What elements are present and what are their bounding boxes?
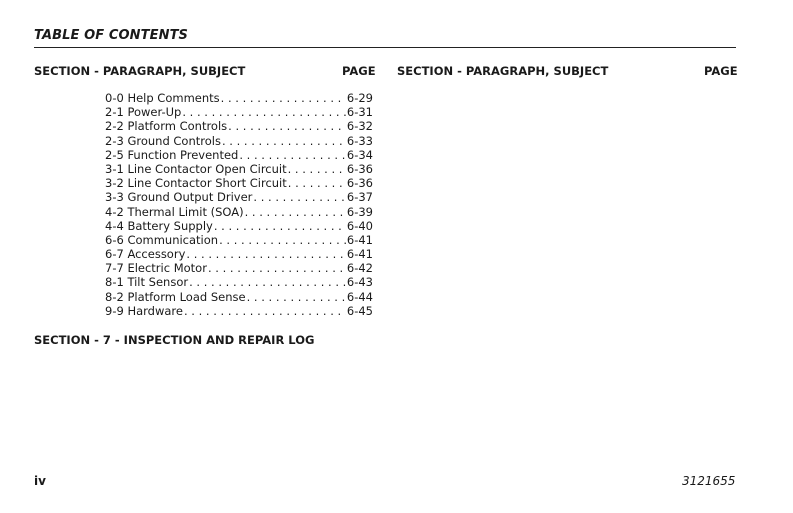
dot-leader bbox=[245, 205, 346, 219]
toc-entry-page: 6-36 bbox=[346, 161, 373, 176]
toc-entry-label: 4-2 Thermal Limit (SOA) bbox=[105, 204, 244, 219]
toc-entry-page: 6-44 bbox=[346, 289, 373, 304]
toc-entry[interactable] bbox=[105, 91, 373, 105]
toc-entry[interactable] bbox=[105, 275, 373, 289]
toc-entry-label: 2-3 Ground Controls bbox=[105, 133, 221, 148]
dot-leader bbox=[221, 91, 346, 105]
toc-entry-label: 8-2 Platform Load Sense bbox=[105, 289, 246, 304]
toc-entry-page: 6-33 bbox=[346, 133, 373, 148]
toc-entry[interactable] bbox=[105, 176, 373, 190]
toc-entry-page: 6-42 bbox=[346, 261, 373, 276]
dot-leader bbox=[288, 176, 346, 190]
toc-entry-label: 2-1 Power-Up bbox=[105, 105, 182, 120]
left-column-header: SECTION - PARAGRAPH, SUBJECT bbox=[34, 64, 246, 78]
toc-entry[interactable] bbox=[105, 205, 373, 219]
page-title: TABLE OF CONTENTS bbox=[34, 28, 189, 43]
dot-leader bbox=[214, 219, 346, 233]
toc-entry[interactable] bbox=[105, 290, 373, 304]
toc-entry[interactable] bbox=[105, 162, 373, 176]
dot-leader bbox=[182, 105, 346, 119]
toc-list bbox=[105, 91, 373, 318]
toc-entry-page: 6-40 bbox=[346, 218, 373, 233]
footer-page-number: iv bbox=[34, 474, 46, 488]
dot-leader bbox=[239, 148, 346, 162]
dot-leader bbox=[184, 304, 346, 318]
toc-entry-page: 6-32 bbox=[346, 119, 373, 134]
toc-entry[interactable] bbox=[105, 219, 373, 233]
dot-leader bbox=[222, 134, 346, 148]
dot-leader bbox=[219, 233, 346, 247]
toc-entry-page: 6-45 bbox=[346, 303, 373, 318]
toc-entry[interactable] bbox=[105, 105, 373, 119]
dot-leader bbox=[189, 275, 346, 289]
toc-entry[interactable] bbox=[105, 190, 373, 204]
toc-entry[interactable] bbox=[105, 233, 373, 247]
toc-entry-label: 3-3 Ground Output Driver bbox=[105, 190, 253, 205]
dot-leader bbox=[288, 162, 346, 176]
toc-entry-page: 6-41 bbox=[346, 247, 373, 262]
toc-entry-label: 2-2 Platform Controls bbox=[105, 119, 228, 134]
toc-entry-label: 6-7 Accessory bbox=[105, 247, 186, 262]
right-page-header: PAGE bbox=[704, 64, 738, 78]
footer-doc-number: 3121655 bbox=[682, 474, 736, 488]
dot-leader bbox=[247, 290, 346, 304]
right-column-header: SECTION - PARAGRAPH, SUBJECT bbox=[397, 64, 609, 78]
toc-entry-label: 6-6 Communication bbox=[105, 232, 219, 247]
dot-leader bbox=[253, 190, 346, 204]
section-7-heading[interactable]: SECTION - 7 - INSPECTION AND REPAIR LOG bbox=[34, 333, 315, 347]
dot-leader bbox=[208, 261, 346, 275]
toc-entry-label: 0-0 Help Comments bbox=[105, 91, 220, 105]
title-divider bbox=[34, 47, 736, 48]
toc-entry-page: 6-34 bbox=[346, 147, 373, 162]
toc-entry-page: 6-37 bbox=[346, 190, 373, 205]
toc-entry-label: 9-9 Hardware bbox=[105, 303, 183, 318]
toc-entry[interactable] bbox=[105, 119, 373, 133]
toc-entry-label: 3-2 Line Contactor Short Circuit bbox=[105, 176, 287, 191]
toc-entry-page: 6-31 bbox=[346, 105, 373, 120]
dot-leader bbox=[228, 119, 346, 133]
toc-entry[interactable] bbox=[105, 304, 373, 318]
toc-entry-page: 6-43 bbox=[346, 275, 373, 290]
toc-entry-label: 3-1 Line Contactor Open Circuit bbox=[105, 161, 287, 176]
left-page-header: PAGE bbox=[342, 64, 376, 78]
toc-entry-page: 6-36 bbox=[346, 176, 373, 191]
toc-entry-label: 4-4 Battery Supply bbox=[105, 218, 213, 233]
toc-entry-label: 7-7 Electric Motor bbox=[105, 261, 207, 276]
toc-entry[interactable] bbox=[105, 148, 373, 162]
toc-entry-label: 2-5 Function Prevented bbox=[105, 147, 239, 162]
toc-entry-page: 6-39 bbox=[346, 204, 373, 219]
toc-entry-page: 6-41 bbox=[346, 232, 373, 247]
toc-entry-label: 8-1 Tilt Sensor bbox=[105, 275, 189, 290]
toc-entry[interactable] bbox=[105, 134, 373, 148]
toc-entry[interactable] bbox=[105, 261, 373, 275]
dot-leader bbox=[186, 247, 346, 261]
toc-entry-page: 6-29 bbox=[346, 91, 373, 105]
toc-entry[interactable] bbox=[105, 247, 373, 261]
